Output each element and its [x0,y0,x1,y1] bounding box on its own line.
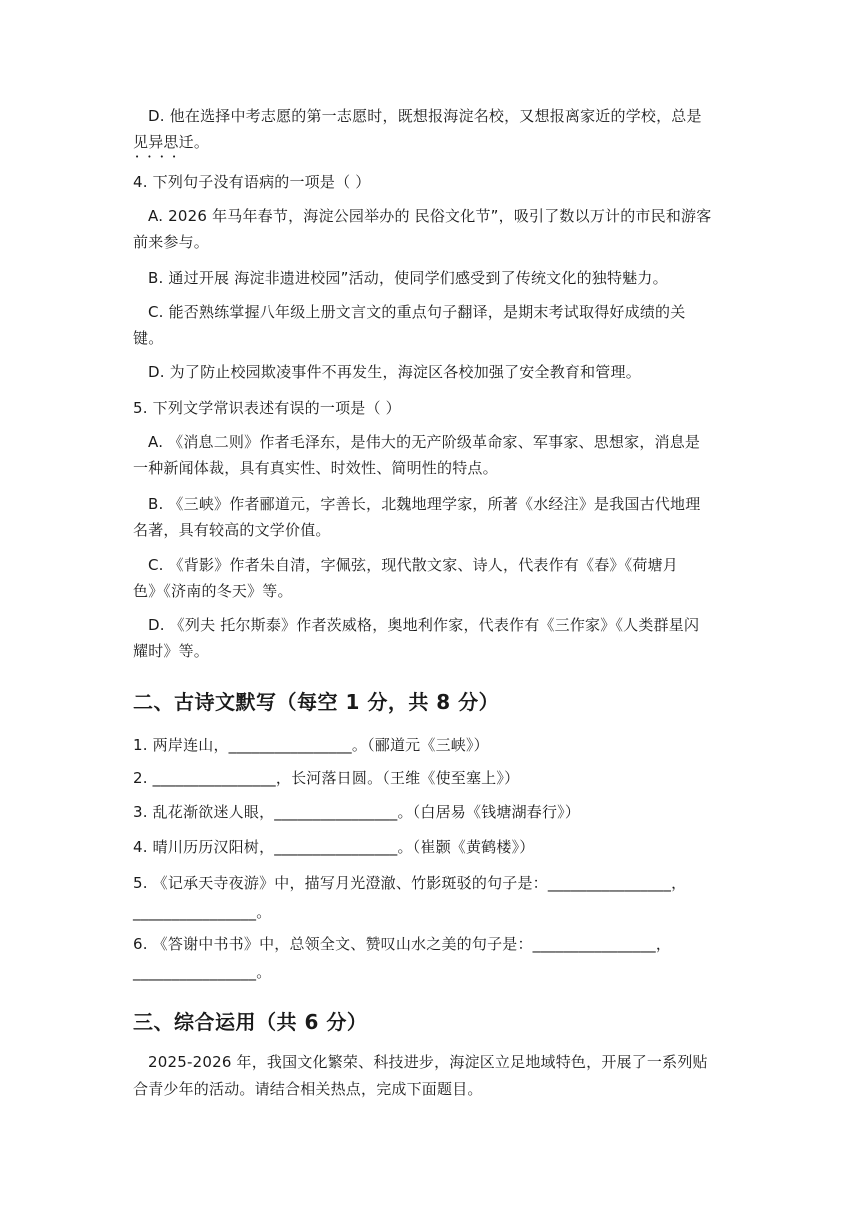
q5-stem: 5. 下列文学常识表述有误的一项是（ ） [133,399,401,417]
q5-option-a-line1: A. 《消息二则》作者毛泽东，是伟大的无产阶级革命家、军事家、思想家，消息是 [148,433,701,451]
recite-item-2: 2. ________________，长河落日圆。（王维《使至塞上》） [133,769,520,787]
section-3-intro-line1: 2025-2026 年，我国文化繁荣、科技进步，海淀区立足地域特色，开展了一系列贴 [148,1053,708,1071]
q3-option-d-end: 。 [193,133,210,151]
recite-item-5-line2: ________________。 [133,903,272,921]
recite-item-3: 3. 乱花渐欲迷人眼，________________。（白居易《钱塘湖春行》） [133,803,581,821]
q4-option-a-line1: A. 2026 年马年春节，海淀公园举办的 民俗文化节”，吸引了数以万计的市民和游客 [148,207,712,225]
q4-option-c-line1: C. 能否熟练掌握八年级上册文言文的重点句子翻译，是期末考试取得好成绩的关 [148,303,686,321]
q4-stem: 4. 下列句子没有语病的一项是（ ） [133,173,371,191]
recite-item-5-line1: 5. 《记承天寺夜游》中，描写月光澄澈、竹影斑驳的句子是：________________， [133,874,687,892]
q5-option-c-line2: 色》《济南的冬天》等。 [133,582,293,600]
section-2-title: 二、古诗文默写（每空 1 分，共 8 分） [133,690,500,714]
q4-option-c-line2: 键。 [133,329,164,347]
q4-option-a-line2: 前来参与。 [133,233,210,251]
recite-item-1: 1. 两岸连山，________________。（郦道元《三峡》） [133,736,489,754]
q5-option-c-line1: C. 《背影》作者朱自清，字佩弦，现代散文家、诗人，代表作有《春》《荷塘月 [148,556,678,574]
section-3-title: 三、综合运用（共 6 分） [133,1010,368,1034]
q3-option-d-line2 [133,132,209,152]
recite-item-4: 4. 晴川历历汉阳树，________________。（崔颢《黄鹤楼》） [133,838,535,856]
section-3-intro-line2: 合青少年的活动。请结合相关热点，完成下面题目。 [133,1080,483,1098]
q4-option-d: D. 为了防止校园欺凌事件不再发生，海淀区各校加强了安全教育和管理。 [148,363,641,381]
recite-item-6-line1: 6. 《答谢中书书》中，总领全文、赞叹山水之美的句子是：________________， [133,935,672,953]
q5-option-b-line1: B. 《三峡》作者郦道元，字善长，北魏地理学家，所著《水经注》是我国古代地理 [148,495,701,513]
q3-option-d-line1: D. 他在选择中考志愿的第一志愿时，既想报海淀名校，又想报离家近的学校，总是 [148,107,702,125]
q5-option-a-line2: 一种新闻体裁，具有真实性、时效性、简明性的特点。 [133,459,498,477]
q4-option-b: B. 通过开展 海淀非遗进校园”活动，使同学们感受到了传统文化的独特魅力。 [148,269,668,287]
q5-option-d-line1: D. 《列夫 托尔斯泰》作者茨威格，奥地利作家，代表作有《三作家》《人类群星闪 [148,616,700,634]
recite-item-6-line2: ________________。 [133,963,272,981]
q5-option-b-line2: 名著，具有较高的文学价值。 [133,521,331,539]
q5-option-d-line2: 耀时》等。 [133,642,210,660]
emphasis-dotted-phrase: 见异思迁 • • • • [133,133,194,151]
